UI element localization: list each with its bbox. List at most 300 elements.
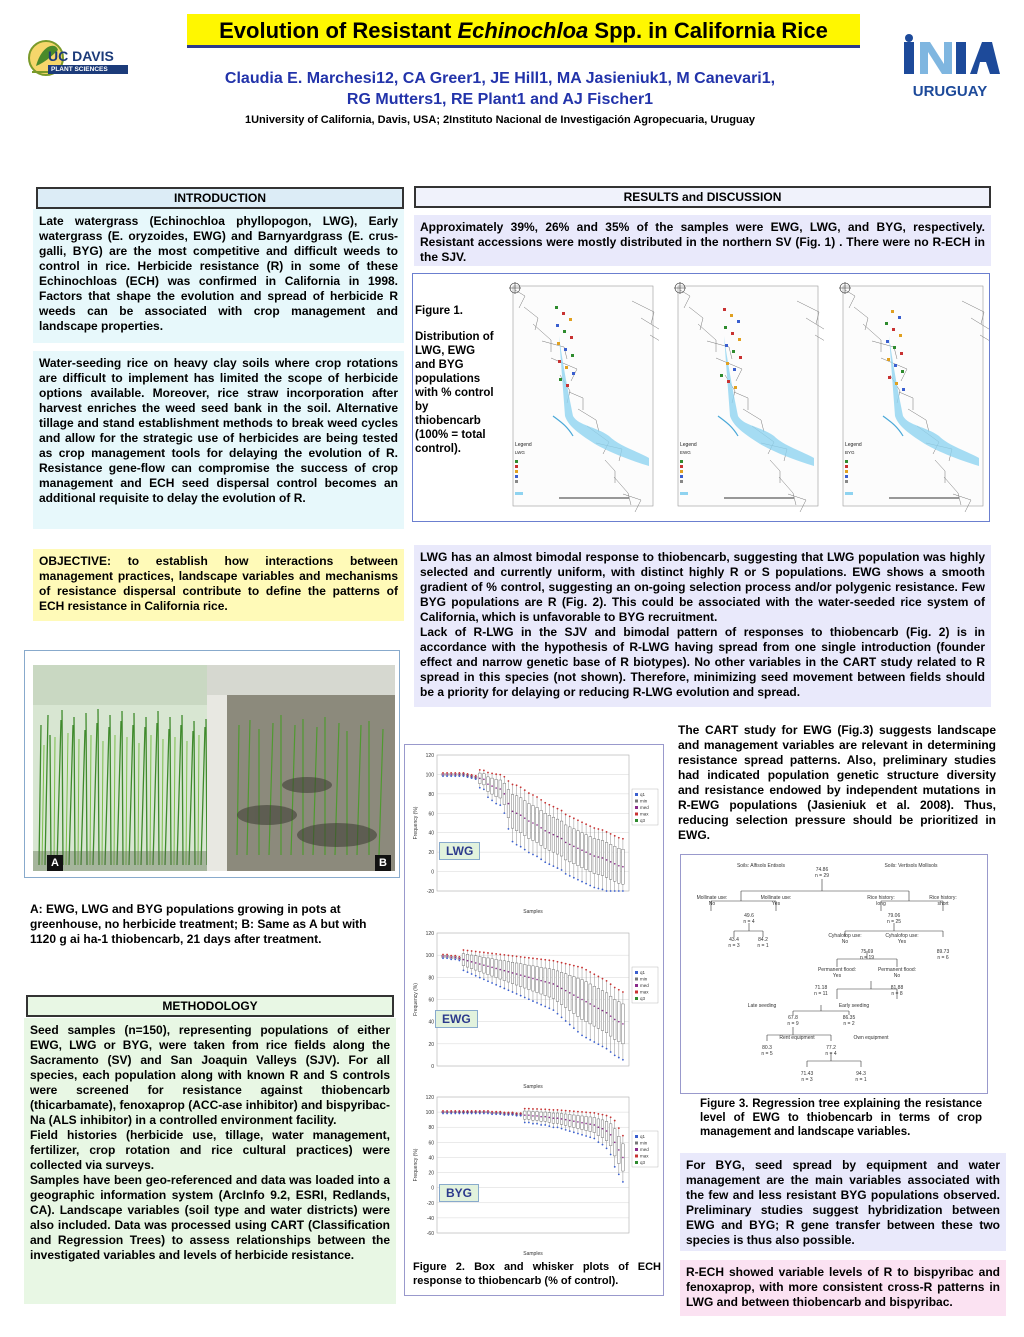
min-point	[528, 998, 530, 1000]
y-tick-label: -60	[426, 1231, 434, 1237]
sample-point	[900, 352, 903, 355]
min-point	[602, 1144, 604, 1146]
sample-point	[891, 310, 894, 313]
min-point	[536, 1123, 538, 1125]
min-point	[487, 980, 489, 982]
y-tick-label: -20	[426, 1200, 434, 1207]
min-point	[544, 861, 546, 863]
median-point	[454, 957, 456, 959]
legend-swatch	[680, 460, 683, 463]
min-point	[512, 841, 514, 843]
y-tick-label: 80	[428, 1125, 434, 1132]
tree-n19: 67.8 n = 9	[787, 1015, 799, 1027]
max-point	[561, 1109, 563, 1111]
photos-caption	[30, 902, 376, 947]
sample-point	[563, 330, 566, 333]
max-point	[516, 784, 518, 786]
legend-swatch	[845, 470, 848, 473]
legend-water-swatch	[515, 492, 523, 495]
max-point	[577, 1111, 579, 1113]
median-point	[471, 1111, 473, 1113]
sample-point	[895, 382, 898, 385]
photo-a-label: A	[47, 855, 63, 871]
legend-water-swatch	[680, 492, 688, 495]
max-point	[528, 1108, 530, 1110]
legend-swatch	[515, 480, 518, 483]
distribution-map-lwg	[499, 276, 659, 516]
figure-3	[680, 854, 988, 1094]
sample-point	[559, 378, 562, 381]
y-tick-label: 0	[431, 1064, 434, 1070]
median-point	[540, 827, 542, 829]
median-point	[593, 1124, 595, 1126]
median-point	[516, 812, 518, 814]
median-point	[618, 865, 620, 867]
min-point	[491, 982, 493, 984]
min-point	[479, 977, 481, 979]
max-point	[577, 819, 579, 821]
max-point	[475, 951, 477, 953]
min-point	[565, 1020, 567, 1022]
min-point	[458, 960, 460, 962]
median-point	[450, 957, 452, 959]
figure-1-caption	[415, 304, 495, 456]
min-point	[577, 879, 579, 881]
median-point	[614, 1019, 616, 1021]
min-point	[503, 812, 505, 814]
median-point	[622, 866, 624, 868]
figure-1	[412, 273, 990, 522]
median-point	[610, 861, 612, 863]
max-point	[499, 774, 501, 776]
median-point	[549, 1117, 551, 1119]
median-point	[528, 977, 530, 979]
legend-water-swatch	[845, 492, 853, 495]
max-point	[548, 804, 550, 806]
legend-label: min	[640, 976, 648, 982]
max-point	[589, 971, 591, 973]
max-point	[524, 956, 526, 958]
median-point	[442, 955, 444, 957]
min-point	[577, 1133, 579, 1135]
min-point	[593, 1138, 595, 1140]
max-point	[540, 799, 542, 801]
median-point	[446, 774, 448, 776]
max-point	[450, 772, 452, 774]
max-point	[491, 953, 493, 955]
median-point	[565, 990, 567, 992]
median-point	[459, 1111, 461, 1113]
max-point	[602, 1114, 604, 1116]
max-point	[565, 814, 567, 816]
median-point	[495, 1112, 497, 1114]
max-point	[573, 1110, 575, 1112]
median-point	[561, 988, 563, 990]
min-point	[483, 788, 485, 790]
min-point	[528, 1122, 530, 1124]
min-point	[597, 888, 599, 890]
sample-point	[898, 316, 901, 319]
legend-label: q3	[640, 1160, 646, 1165]
tree-n21: Rent equipment	[779, 1035, 815, 1041]
median-point	[549, 832, 551, 834]
min-point	[548, 1007, 550, 1009]
median-point	[475, 962, 477, 964]
map-legend-species: LWG	[515, 450, 525, 455]
ucdavis-logo-text	[48, 48, 128, 74]
tree-n11: 75.69 n = 19	[859, 949, 875, 961]
min-point	[581, 1134, 583, 1136]
min-point	[467, 971, 469, 973]
tree-n8: 84.2 n = 1	[757, 937, 769, 949]
max-point	[540, 958, 542, 960]
y-axis-label: Frequency (%)	[413, 983, 419, 1016]
max-point	[618, 837, 620, 839]
legend-label: q3	[640, 996, 646, 1001]
sample-point	[899, 334, 902, 337]
min-point	[597, 1043, 599, 1045]
median-point	[602, 857, 604, 859]
legend-marker	[635, 1135, 638, 1138]
lwg-boxplot	[407, 749, 663, 917]
median-point	[598, 1126, 600, 1128]
distribution-map-byg	[829, 276, 989, 516]
median-point	[479, 963, 481, 965]
median-point	[581, 1122, 583, 1124]
min-point	[528, 852, 530, 854]
legend-label: q3	[640, 818, 646, 823]
min-point	[589, 1039, 591, 1041]
max-point	[540, 1108, 542, 1110]
median-point	[614, 863, 616, 865]
results-intro: Approximately 39%, 26% and 35% of the samples were EWG, LWG, and BYG, respectively. Resistant accessions were mostly distributed in the northern SV (Fig. 1) . There were no R-ECH in the SJV.	[414, 215, 991, 266]
objective-box: OBJECTIVE: to establish how interactions between management practices, landscape variables and mechanisms of resistance dispersal contribute to define the patterns of ECH resistance in California rice.	[33, 549, 404, 621]
photos-caption-text: A: EWG, LWG and BYG populations growing in pots at greenhouse, no herbicide treatment; B: Same as A but with 1120 g ai ha-1 thiobencarb, 21 days after treatment.	[30, 902, 367, 946]
max-point	[467, 773, 469, 775]
sample-point	[723, 308, 726, 311]
y-tick-label: 120	[425, 1095, 434, 1101]
legend-swatch	[515, 470, 518, 473]
median-point	[581, 849, 583, 851]
legend-swatch	[845, 460, 848, 463]
median-point	[504, 793, 506, 795]
min-point	[589, 885, 591, 887]
tree-n20: 86.35 n = 2	[842, 1015, 856, 1027]
min-point	[479, 787, 481, 789]
min-point	[454, 775, 456, 777]
median-point	[618, 1149, 620, 1151]
legend-label: q1	[640, 1134, 646, 1139]
median-point	[561, 1118, 563, 1120]
tree-n15: 71.18 n = 11	[814, 985, 828, 997]
min-point	[499, 986, 501, 988]
photo-a	[33, 665, 227, 871]
tree-n1: Mollinate use: No	[696, 895, 728, 907]
max-point	[454, 772, 456, 774]
min-point	[487, 796, 489, 798]
y-tick-label: 40	[428, 1155, 434, 1162]
median-point	[573, 1120, 575, 1122]
median-point	[508, 803, 510, 805]
max-point	[512, 784, 514, 786]
median-point	[516, 1114, 518, 1116]
min-point	[499, 804, 501, 806]
median-point	[532, 1115, 534, 1117]
byg-boxplot	[407, 1091, 663, 1259]
tree-n13: Permanent flood: Yes	[817, 967, 857, 979]
rice-plants-treated-icon	[207, 665, 395, 871]
max-point	[593, 973, 595, 975]
tree-n4: Rice history: short	[929, 895, 957, 907]
min-point	[577, 1031, 579, 1033]
max-point	[585, 969, 587, 971]
median-point	[487, 965, 489, 967]
max-point	[581, 967, 583, 969]
max-point	[565, 963, 567, 965]
max-point	[479, 769, 481, 771]
byg-chart-tag: BYG	[439, 1184, 479, 1202]
max-point	[446, 772, 448, 774]
sample-point	[731, 332, 734, 335]
max-point	[503, 776, 505, 778]
map-frame	[843, 286, 983, 506]
min-point	[565, 873, 567, 875]
tree-n25: 71.43 n = 3	[800, 1071, 814, 1083]
median-point	[557, 985, 559, 987]
min-point	[544, 1124, 546, 1126]
min-point	[495, 803, 497, 805]
tree-n3: Rice history: long	[867, 895, 895, 907]
authors	[170, 68, 830, 110]
median-point	[524, 1114, 526, 1116]
min-point	[524, 1122, 526, 1124]
median-point	[577, 1121, 579, 1123]
max-point	[548, 1109, 550, 1111]
min-point	[548, 863, 550, 865]
min-point	[581, 1035, 583, 1037]
y-tick-label: 100	[425, 772, 434, 779]
min-point	[606, 1147, 608, 1149]
min-point	[557, 867, 559, 869]
legend-marker	[635, 1142, 638, 1145]
sample-point	[566, 384, 569, 387]
min-point	[573, 877, 575, 879]
median-point	[508, 971, 510, 973]
max-point	[618, 989, 620, 991]
min-point	[610, 890, 612, 892]
figure-2-caption: Figure 2. Box and whisker plots of ECH response to thiobencarb (% of control).	[413, 1261, 661, 1287]
sample-point	[892, 328, 895, 331]
methodology-p1: Seed samples (n=150), representing populations of either EWG, LWG or BYG, were taken from rice fields along the Sacramento (SV) and San Joaquin Valleys (SJV). For all species, each population along with known R and S controls were screened for resistance against thiobencarb (thicarbamate), fenoxaprop (ACC-ase inhibitor) and bispyribac-Na (ALS inhibitor) in a controlled environment facility.	[30, 1023, 390, 1127]
median-point	[553, 1117, 555, 1119]
legend-marker	[635, 1155, 638, 1158]
median-point	[512, 972, 514, 974]
sample-point	[572, 372, 575, 375]
map-legend-title: Legend	[515, 442, 532, 448]
legend-swatch	[845, 465, 848, 468]
legend-swatch	[680, 465, 683, 468]
min-point	[561, 1016, 563, 1018]
median-point	[614, 1142, 616, 1144]
min-point	[618, 890, 620, 892]
min-point	[483, 979, 485, 981]
median-point	[569, 992, 571, 994]
min-point	[585, 1135, 587, 1137]
max-point	[446, 954, 448, 956]
max-point	[520, 956, 522, 958]
max-point	[561, 962, 563, 964]
min-point	[581, 881, 583, 883]
max-point	[487, 772, 489, 774]
sample-point	[732, 350, 735, 353]
y-tick-label: 40	[428, 830, 434, 837]
max-point	[508, 780, 510, 782]
median-point	[528, 820, 530, 822]
title-pre: Evolution of Resistant	[219, 18, 458, 43]
distribution-map-ewg	[664, 276, 824, 516]
max-point	[610, 1116, 612, 1118]
max-point	[491, 772, 493, 774]
tree-n23: 80.3 n = 5	[761, 1045, 773, 1057]
median-point	[487, 783, 489, 785]
legend-label: q1	[640, 970, 646, 975]
max-point	[536, 958, 538, 960]
median-point	[557, 1117, 559, 1119]
max-point	[442, 954, 444, 956]
median-point	[483, 1111, 485, 1113]
median-point	[589, 1003, 591, 1005]
min-point	[569, 1130, 571, 1132]
max-point	[467, 950, 469, 952]
min-point	[622, 890, 624, 892]
title-post: Spp. in California Rice	[588, 18, 828, 43]
median-point	[491, 785, 493, 787]
legend-marker	[635, 984, 638, 987]
legend-marker	[635, 978, 638, 981]
sample-point	[886, 340, 889, 343]
max-point	[499, 954, 501, 956]
lwg-chart-tag: LWG	[439, 842, 480, 860]
max-point	[610, 833, 612, 835]
methodology-p2: Field histories (herbicide use, tillage, water management, fertilizer, crop rotation and rice cultural practices) were collected via surveys.	[30, 1128, 390, 1172]
sample-point	[730, 314, 733, 317]
results-lwg-p1: LWG has an almost bimodal response to thiobencarb, suggesting that LWG population was highly selected and currently uniform, with distinct highly R or S populations. EWG shows a smooth gradient of % control, suggesting an on-going selection process and/or polygenic resistance. Few BYG populations are R (Fig. 2). This could be associated with the water-seeded rice system of California, which is unfavorable to BYG recruitment.	[420, 550, 985, 624]
max-point	[557, 961, 559, 963]
min-point	[475, 778, 477, 780]
min-point	[508, 828, 510, 830]
tree-n22: Own equipment	[853, 1035, 889, 1041]
legend-swatch	[845, 475, 848, 478]
legend-label: med	[640, 983, 649, 988]
boxplot-svg	[407, 749, 663, 917]
max-point	[606, 980, 608, 982]
max-point	[622, 1135, 624, 1137]
inia-country: URUGUAY	[912, 83, 988, 100]
greenhouse-photos	[24, 650, 400, 878]
x-axis-label: Samples	[523, 909, 543, 915]
min-point	[512, 991, 514, 993]
legend-marker	[635, 1148, 638, 1151]
min-point	[544, 1006, 546, 1008]
max-point	[548, 959, 550, 961]
map-legend-title: Legend	[680, 442, 697, 448]
max-point	[454, 955, 456, 957]
sample-point	[738, 338, 741, 341]
min-point	[573, 1131, 575, 1133]
methodology-heading: METHODOLOGY	[26, 995, 394, 1017]
median-point	[549, 982, 551, 984]
min-point	[569, 1024, 571, 1026]
y-axis-label: Frequency (%)	[413, 1148, 419, 1182]
tree-n5: 49.6 n = 4	[743, 913, 755, 925]
max-point	[471, 950, 473, 952]
max-point	[532, 794, 534, 796]
min-point	[458, 775, 460, 777]
median-point	[585, 1123, 587, 1125]
max-point	[512, 955, 514, 957]
min-point	[450, 958, 452, 960]
legend-swatch	[680, 470, 683, 473]
max-point	[536, 1108, 538, 1110]
median-point	[459, 958, 461, 960]
median-point	[479, 1111, 481, 1113]
median-point	[540, 1116, 542, 1118]
median-point	[463, 959, 465, 961]
sample-point	[893, 346, 896, 349]
median-point	[499, 1112, 501, 1114]
max-point	[597, 828, 599, 830]
y-tick-label: 60	[428, 811, 434, 818]
legend-marker	[635, 971, 638, 974]
sample-point	[888, 376, 891, 379]
tree-n10: Cyhalofop use: Yes	[885, 933, 919, 945]
max-point	[483, 952, 485, 954]
photo-b-label: B	[375, 855, 391, 871]
median-point	[524, 817, 526, 819]
max-point	[581, 821, 583, 823]
min-point	[508, 989, 510, 991]
median-point	[544, 981, 546, 983]
max-point	[581, 1111, 583, 1113]
max-point	[503, 954, 505, 956]
legend-label: med	[640, 805, 649, 810]
byg-text: For BYG, seed spread by equipment and water management are the main variables associated with the few and less resistant BYG populations observed. Preliminary studies suggest hybridization between EWG and BYG; R gene transfer between these two species is thus also possible.	[680, 1153, 1006, 1251]
median-point	[557, 836, 559, 838]
sample-point	[887, 358, 890, 361]
max-point	[593, 1112, 595, 1114]
median-point	[585, 1001, 587, 1003]
results-heading: RESULTS and DISCUSSION	[414, 186, 991, 208]
x-axis-label: Samples	[523, 1084, 543, 1090]
y-tick-label: 60	[428, 997, 434, 1004]
y-tick-label: 120	[425, 931, 434, 937]
sample-point	[569, 318, 572, 321]
median-point	[446, 1111, 448, 1113]
max-point	[589, 825, 591, 827]
median-point	[553, 983, 555, 985]
rice-plants-untreated-icon	[33, 665, 227, 871]
y-tick-label: 40	[428, 1019, 434, 1026]
median-point	[536, 1115, 538, 1117]
max-point	[458, 772, 460, 774]
tree-root: 74.86 n = 29	[814, 867, 830, 879]
min-point	[618, 1173, 620, 1175]
median-point	[520, 814, 522, 816]
max-point	[569, 1110, 571, 1112]
sample-point	[726, 362, 729, 365]
min-point	[516, 993, 518, 995]
poster-title	[187, 14, 860, 48]
